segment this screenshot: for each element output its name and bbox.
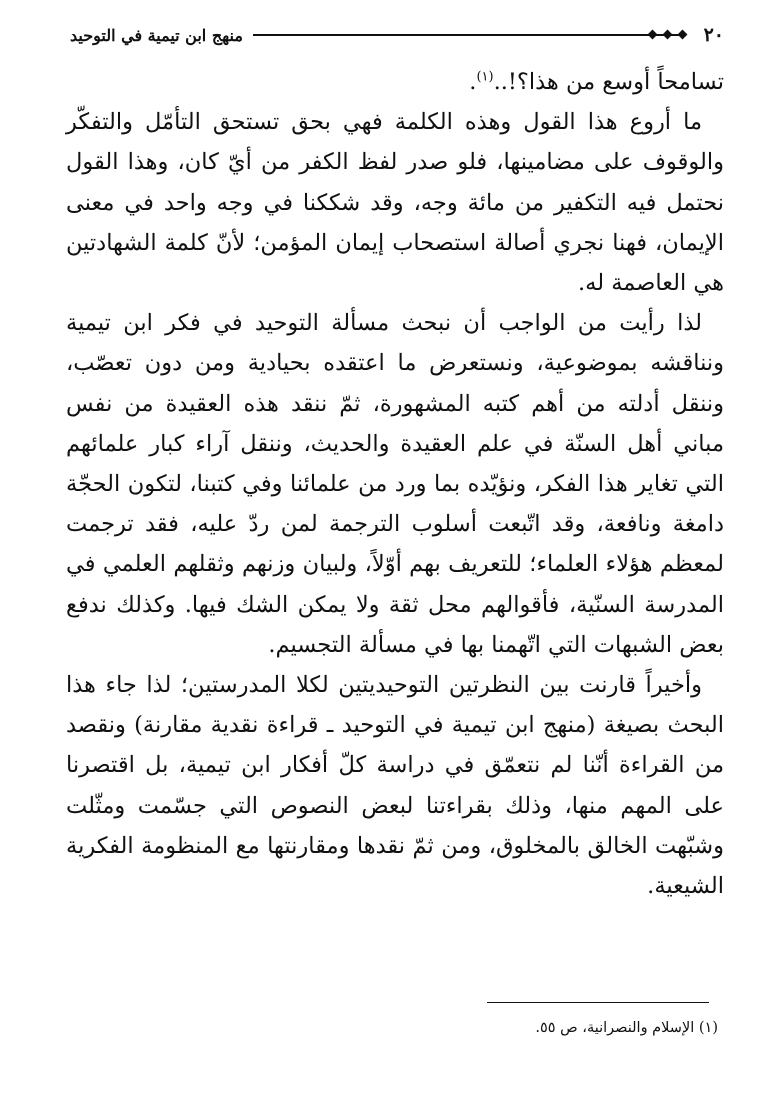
paragraph: ما أروع هذا القول وهذه الكلمة فهي بحق تستحق التأمّل والتفكّر والوقوف على مضامينها، فلو صدر لفظ الكفر من أيّ كان، وهذا القول نحتمل فيه التكفير من مائة وجه، وقد شككنا في وجه واحد في معنى الإيمان، فهنا نجري أصالة استصحاب إيمان المؤمن؛ لأنّ كلمة الشهادتين هي العاصمة له. [66,109,724,297]
page-header [70,20,724,50]
running-title: منهج ابن تيمية في التوحيد [70,25,243,45]
paragraph-tail: . [469,69,477,95]
header-rule-line [253,34,686,36]
paragraph-text: تسامحاً أوسع من هذا؟!.. [493,69,724,95]
diamond-icon [647,30,657,40]
paragraph: لذا رأيت من الواجب أن نبحث مسألة التوحيد في فكر ابن تيمية ونناقشه بموضوعية، ونستعرض ما اعتقده بحيادية ومن دون تعصّب، وننقل أدلته من أهم كتبه المشهورة، ثمّ ننقد هذه العقيدة من نفس مباني أهل السنّة في علم العقيدة والحديث، وننقل آراء كبار علمائهم التي تغاير هذا الفكر، ونؤيّده بما ورد من علمائنا وفي كتبنا، لتكون الحجّة دامغة ونافعة، وقد اتّبعت أسلوب الترجمة لمن ردّ عليه، فقد ترجمت لمعظم هؤلاء العلماء؛ للتعريف بهم أوّلاً، ولبيان وزنهم وثقلهم العلمي في المدرسة السنّية، فأقوالهم محل ثقة ولا يمكن الشك فيها. وكذلك ندفع بعض الشبهات التي اتّهمنا بها في مسألة التجسيم. [66,310,724,658]
diamond-icon [677,30,687,40]
paragraph: وأخيراً قارنت بين النظرتين التوحيديتين لكلا المدرستين؛ لذا جاء هذا البحث بصيغة (منهج ابن تيمية في التوحيد ـ قراءة نقدية مقارنة) ونقصد من القراءة أنّنا لم نتعمّق في دراسة كلّ أفكار ابن تيمية، بل اقتصرنا على المهم منها، وذلك بقراءتنا لبعض النصوص التي جسّمت ومثّلت وشبّهت الخالق بالمخلوق، ومن ثمّ نقدها ومقارنتها مع المنظومة الفكرية الشيعية. [66,672,724,900]
paragraph-continuation [66,62,724,102]
header-divider [253,28,686,42]
page-number: ٢٠ [703,24,724,46]
diamond-icon [662,30,672,40]
body-text [66,62,724,906]
footnote: (١) الإسلام والنصرانية، ص ٥٥. [535,1020,718,1036]
footnote-reference: (١) [476,69,494,85]
header-diamond-ornament [649,28,686,38]
footnote-divider [487,1002,709,1003]
